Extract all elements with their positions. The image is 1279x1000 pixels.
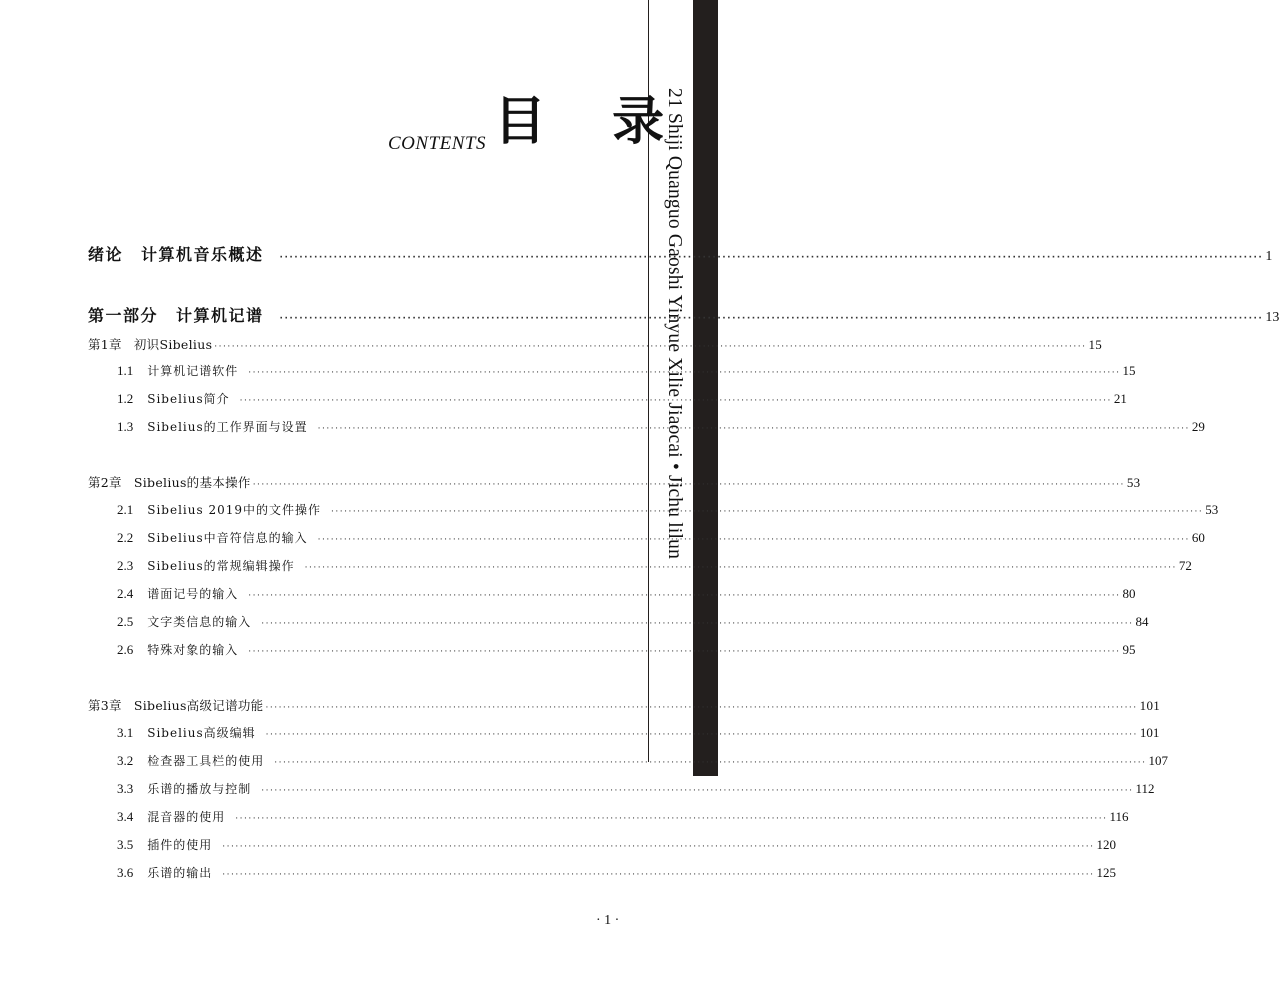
toc-entry-title: 检查器工具栏的使用 <box>147 754 265 768</box>
dot-leader: ········································································································································································································ <box>304 563 1177 573</box>
toc-entry-label <box>88 242 264 265</box>
toc-entry-number: 1.2 <box>117 391 134 406</box>
toc-entry-number: 2.4 <box>117 586 134 601</box>
toc-entry-number: 3.1 <box>117 725 134 740</box>
toc-entry-title: 计算机记谱软件 <box>147 364 239 378</box>
toc-entry-label <box>117 836 212 853</box>
dot-leader: ········································································································································································································ <box>235 814 1108 824</box>
toc-entry-label <box>88 303 264 326</box>
toc-entry-title: Sibelius中音符信息的输入 <box>147 531 308 545</box>
toc-entry-number: 2.1 <box>117 502 134 517</box>
toc-entry-title: 谱面记号的输入 <box>147 587 239 601</box>
toc-entry-title: 混音器的使用 <box>147 810 226 824</box>
toc-entry-label <box>117 808 225 825</box>
toc-entry-title: Sibelius的基本操作 <box>133 475 251 490</box>
toc-entry[interactable] <box>117 529 1205 546</box>
toc-entry[interactable] <box>117 752 1168 769</box>
toc-entry[interactable] <box>117 557 1192 574</box>
toc-entry-number: 2.3 <box>117 558 134 573</box>
toc-entry[interactable] <box>117 390 1127 407</box>
toc-entry-number: 第2章 <box>88 475 122 490</box>
toc-entry-title: Sibelius 2019中的文件操作 <box>147 503 322 517</box>
toc-entry-page: 15 <box>1088 337 1103 352</box>
toc-entry-page: 84 <box>1135 614 1149 629</box>
toc-entry-title: Sibelius的常规编辑操作 <box>147 559 295 573</box>
dot-leader: ········································································································································································································ <box>265 730 1138 740</box>
toc-entry-title: 乐谱的播放与控制 <box>147 782 252 796</box>
dot-leader: ········································································································································································································ <box>248 647 1121 657</box>
toc-entry[interactable] <box>117 641 1136 658</box>
dot-leader: ········································································································································································································ <box>239 396 1112 406</box>
toc-entry-label <box>117 529 308 546</box>
dot-leader: ········································································································································································································ <box>274 758 1147 768</box>
dot-leader: ········································································································································································································ <box>279 253 1264 263</box>
toc-entry-label <box>117 390 230 407</box>
toc-entry-label <box>117 362 238 379</box>
toc-entry-label <box>117 752 264 769</box>
toc-entry-page: 13 <box>1265 310 1279 325</box>
toc-entry-number: 第一部分 <box>88 306 159 325</box>
toc-entry-title: Sibelius简介 <box>147 392 230 406</box>
toc-entry-number: 第1章 <box>88 337 122 352</box>
toc-entry[interactable] <box>117 836 1116 853</box>
toc-entry-page: 116 <box>1109 809 1129 824</box>
toc-entry-label <box>117 613 251 630</box>
toc-entry-page: 125 <box>1096 865 1116 880</box>
toc-entry-title: Sibelius的工作界面与设置 <box>147 420 308 434</box>
toc-entry-page: 107 <box>1148 753 1168 768</box>
dot-leader: ········································································································································································································ <box>317 535 1190 545</box>
dot-leader: ········································································································································································································ <box>252 480 1125 490</box>
toc-entry-page: 21 <box>1113 391 1127 406</box>
toc-entry-label <box>117 864 212 881</box>
toc-entry-title: Sibelius高级编辑 <box>147 726 256 740</box>
toc-entry-label <box>117 585 238 602</box>
toc-entry-label <box>88 696 263 714</box>
toc-entry[interactable] <box>88 473 1141 491</box>
toc-entry-number: 3.5 <box>117 837 134 852</box>
toc-entry[interactable] <box>117 418 1205 435</box>
toc-entry-title: 乐谱的输出 <box>147 866 213 880</box>
toc-entry-label <box>88 473 251 491</box>
dot-leader: ········································································································································································································ <box>261 619 1134 629</box>
toc-entry-number: 1.3 <box>117 419 134 434</box>
toc-entry-label <box>88 335 212 353</box>
toc-entry-number: 3.6 <box>117 865 134 880</box>
toc-entry[interactable] <box>88 242 1273 265</box>
toc-entry-number: 3.2 <box>117 753 134 768</box>
dot-leader: ········································································································································································································ <box>317 424 1190 434</box>
toc-entry-page: 53 <box>1126 475 1141 490</box>
toc-entry[interactable] <box>117 501 1219 518</box>
toc-entry-page: 29 <box>1191 419 1205 434</box>
toc-entry-label <box>117 557 295 574</box>
toc-entry[interactable] <box>117 585 1136 602</box>
toc-entry-label <box>117 641 238 658</box>
toc-entry-page: 120 <box>1096 837 1116 852</box>
toc-entry-number: 2.5 <box>117 614 134 629</box>
toc-entry-title: 文字类信息的输入 <box>147 615 252 629</box>
toc-entry-page: 60 <box>1191 530 1205 545</box>
running-title: 21 Shiji Quanguo Gaoshi Yinyue Xilie Jiaocai • Jichu lilun <box>664 88 685 560</box>
toc-entry-label <box>117 501 321 518</box>
toc-entry-title: 计算机记谱 <box>176 306 264 325</box>
toc-entry-page: 101 <box>1139 725 1160 740</box>
dot-leader: ········································································································································································································ <box>248 368 1121 378</box>
toc-entry[interactable] <box>117 613 1149 630</box>
toc-entry[interactable] <box>88 696 1161 714</box>
toc-entry-page: 95 <box>1122 642 1136 657</box>
dot-leader: ········································································································································································································ <box>222 870 1095 880</box>
side-band <box>693 0 718 776</box>
toc-entry[interactable] <box>117 362 1136 379</box>
toc-entry-number: 绪论 <box>88 245 124 264</box>
toc-entry-page: 112 <box>1135 781 1155 796</box>
toc-entry-number: 3.3 <box>117 781 134 796</box>
toc-entry-page: 101 <box>1139 698 1161 713</box>
dot-leader: ········································································································································································································ <box>214 342 1087 352</box>
toc-entry[interactable] <box>117 864 1116 881</box>
toc-entry[interactable] <box>117 808 1129 825</box>
toc-entry[interactable] <box>117 724 1160 741</box>
dot-leader: ········································································································································································································ <box>331 507 1204 517</box>
page-title: 目 录 <box>494 92 689 152</box>
toc-entry-number: 2.6 <box>117 642 134 657</box>
toc-entry[interactable] <box>88 303 1279 326</box>
toc-entry-page: 53 <box>1205 502 1219 517</box>
toc-entry[interactable] <box>88 335 1103 353</box>
toc-entry-title: 计算机音乐概述 <box>141 245 264 264</box>
page-number: · 1 · <box>596 913 620 928</box>
dot-leader: ········································································································································································································ <box>261 786 1134 796</box>
dot-leader: ········································································································································································································ <box>248 591 1121 601</box>
toc-entry-label <box>117 780 251 797</box>
toc-entry-page: 72 <box>1178 558 1192 573</box>
toc-entry-label <box>117 418 308 435</box>
toc-entry-label <box>117 724 256 741</box>
toc-entry-number: 3.4 <box>117 809 134 824</box>
toc-entry-title: Sibelius高级记谱功能 <box>133 698 264 713</box>
toc-entry-title: 初识Sibelius <box>133 337 213 352</box>
dot-leader: ········································································································································································································ <box>265 703 1138 713</box>
toc-entry-page: 1 <box>1265 249 1273 264</box>
dot-leader: ········································································································································································································ <box>222 842 1095 852</box>
toc-entry-title: 插件的使用 <box>147 838 213 852</box>
dot-leader: ········································································································································································································ <box>279 314 1264 324</box>
toc-entry-page: 80 <box>1122 586 1136 601</box>
toc-entry[interactable] <box>117 780 1155 797</box>
toc-entry-title: 特殊对象的输入 <box>147 643 239 657</box>
toc-entry-number: 第3章 <box>88 698 122 713</box>
toc-entry-page: 15 <box>1122 363 1136 378</box>
contents-word: CONTENTS <box>388 133 486 154</box>
toc-entry-number: 2.2 <box>117 530 134 545</box>
toc-entry-number: 1.1 <box>117 363 134 378</box>
